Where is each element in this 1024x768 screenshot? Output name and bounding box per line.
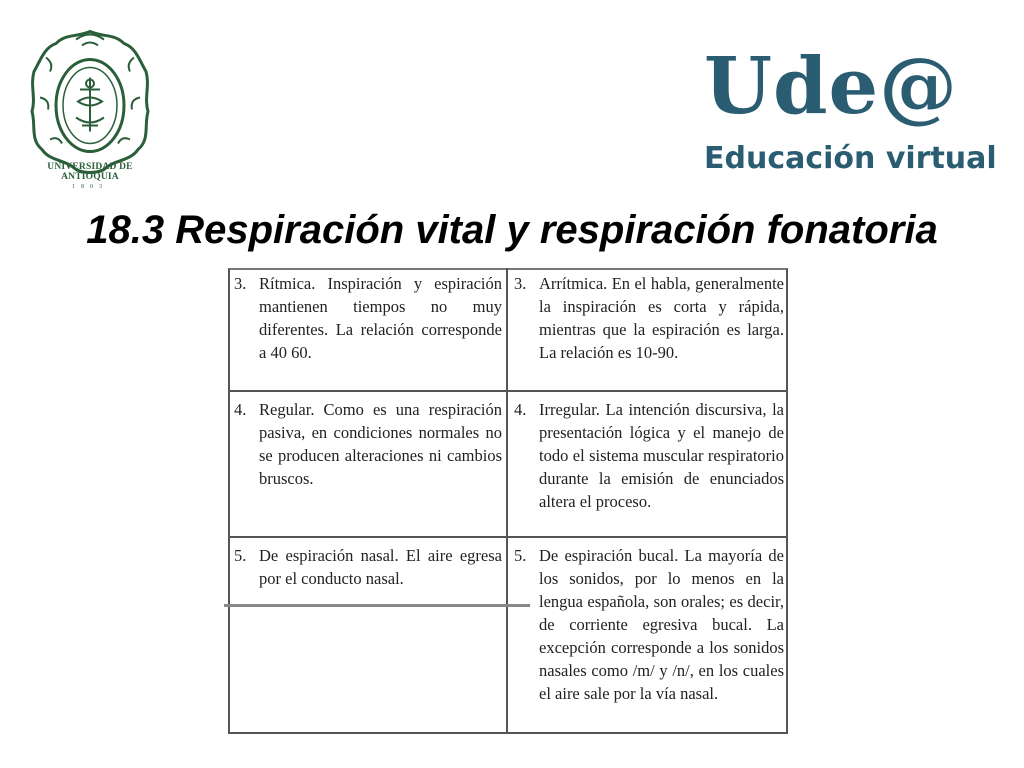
slide-title: 18.3 Respiración vital y respiración fonatoria bbox=[86, 208, 938, 252]
udea-logo bbox=[704, 41, 997, 180]
udea-logo-sub: Educación virtual bbox=[704, 141, 997, 176]
table-cell-right bbox=[514, 398, 784, 513]
item-text: De espiración bucal. La mayoría de los sonidos, por lo menos en la lengua española, son orales; es decir, de corriente egresiva bucal. La excepción corresponde a los sonidos nasales como /m/ y /n/, en los cuales el aire sale por la vía nasal. bbox=[539, 546, 784, 703]
university-name bbox=[30, 162, 150, 192]
table-cell-right bbox=[514, 544, 784, 705]
item-text: Arrítmica. En el habla, generalmente la inspiración es corta y rápida, mientras que la espiración es larga. La relación es 10-90. bbox=[539, 274, 784, 362]
item-text: De espiración nasal. El aire egresa por el conducto nasal. bbox=[259, 546, 502, 588]
udea-logo-main: Ude@ bbox=[704, 41, 959, 132]
item-number: 3. bbox=[514, 274, 527, 293]
table-row-divider bbox=[228, 390, 788, 392]
item-number: 5. bbox=[514, 546, 527, 565]
item-number: 4. bbox=[514, 400, 527, 419]
item-text: Irregular. La intención discursiva, la presentación lógica y el manejo de todo el sistema muscular respiratorio durante la emisión de enunciados altera el proceso. bbox=[539, 400, 784, 511]
university-year: 1803 bbox=[72, 184, 108, 190]
scan-smudge-line bbox=[224, 604, 530, 607]
table-cell-left bbox=[234, 544, 502, 590]
item-number: 5. bbox=[234, 546, 247, 565]
table-cell-right bbox=[514, 272, 784, 364]
table-row-divider bbox=[228, 536, 788, 538]
comparison-table bbox=[222, 264, 794, 740]
table-cell-left bbox=[234, 398, 502, 490]
table-cell-left bbox=[234, 272, 502, 364]
university-name-text: UNIVERSIDAD DE ANTIOQUIA bbox=[47, 162, 133, 182]
item-number: 4. bbox=[234, 400, 247, 419]
item-number: 3. bbox=[234, 274, 247, 293]
table-column-divider bbox=[506, 268, 508, 734]
item-text: Rítmica. Inspiración y espiración mantienen tiempos no muy diferentes. La relación corresponde a 40 60. bbox=[259, 274, 502, 362]
item-text: Regular. Como es una respiración pasiva, en condiciones normales no se producen alteraciones ni cambios bruscos. bbox=[259, 400, 502, 488]
